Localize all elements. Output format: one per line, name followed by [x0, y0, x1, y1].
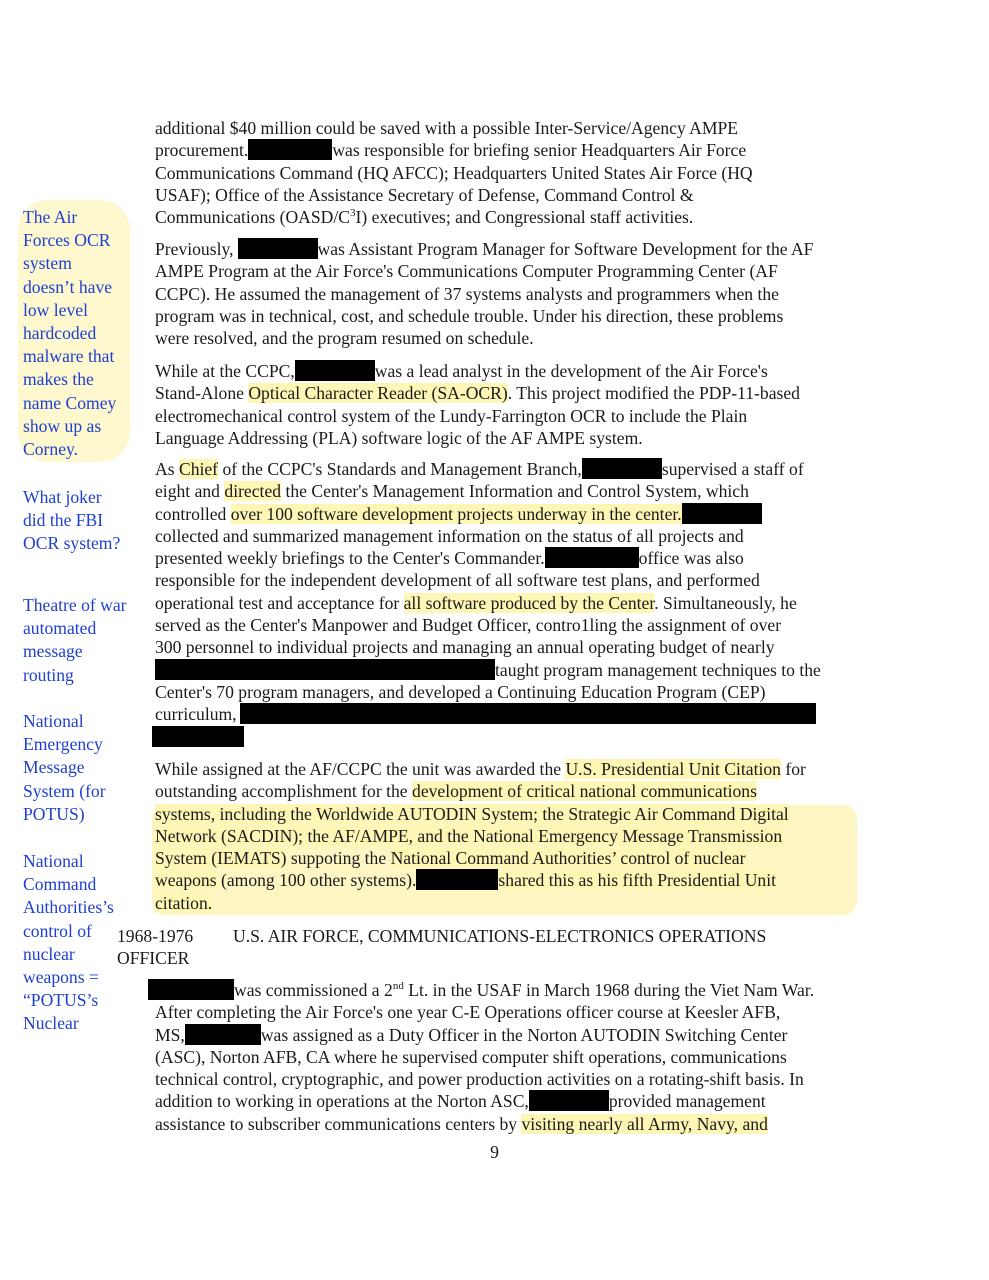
- note-line: hardcoded: [23, 323, 97, 344]
- margin-note-joker: [23, 486, 143, 556]
- text-fragment: outstanding accomplishment for the: [155, 781, 413, 802]
- text-fragment: was commissioned a 2: [234, 980, 393, 1000]
- note-line: control of: [23, 920, 92, 941]
- highlight: all software produced by the Center: [403, 592, 655, 613]
- text-fragment: operational test and acceptance for: [155, 592, 404, 613]
- note-line: Nuclear: [23, 1013, 79, 1034]
- note-line: National: [23, 851, 84, 871]
- highlight: over 100 software development projects underway in the center.: [230, 503, 682, 524]
- margin-note-command: [23, 850, 143, 1036]
- note-line: Command: [23, 874, 97, 895]
- text-fragment: While assigned at the AF/CCPC the unit was awarded the: [155, 759, 566, 779]
- highlight: shared this as his fifth Presidential Unit: [498, 870, 776, 891]
- text-fragment: presented weekly briefings to the Center's Commander.: [155, 548, 545, 569]
- note-line: Theatre of war: [23, 595, 127, 615]
- text-fragment: . This project modified the PDP-11-based: [507, 383, 800, 404]
- text-fragment: MS,: [155, 1024, 185, 1045]
- margin-note-ocr: [23, 206, 143, 461]
- text-fragment: (among 100 other systems).: [216, 870, 417, 891]
- text-line: CCPC). He assumed the management of 37 systems analysts and programmers when the: [155, 283, 779, 304]
- text-line: electromechanical control system of the Lundy-Farrington OCR to include the Plain: [155, 405, 748, 426]
- note-line: Emergency: [23, 734, 103, 755]
- text-line: Communications Command (HQ AFCC); Headquarters United States Air Force (HQ: [155, 162, 753, 183]
- text-line: additional $40 million could be saved with a possible Inter-Service/Agency AMPE: [155, 118, 739, 138]
- note-line: System (for: [23, 780, 106, 801]
- text-line: served as the Center's Manpower and Budget Officer, contro1ling the assignment of over: [155, 615, 782, 636]
- highlight: U.S. Presidential Unit Citation: [565, 759, 781, 779]
- text-fragment: Stand-Alone: [155, 383, 249, 404]
- superscript: nd: [392, 980, 404, 993]
- note-line: routing: [23, 664, 74, 685]
- text-fragment: I) executives; and Congressional staff activities.: [355, 207, 694, 228]
- text-fragment: supervised a staff of: [661, 459, 804, 479]
- text-line: Center's 70 program managers, and developed a Continuing Education Program (CEP): [155, 681, 766, 702]
- text-fragment: Lt. in the USAF in March 1968 during the Viet Nam War.: [403, 980, 815, 1000]
- note-line: What joker: [23, 487, 102, 507]
- redaction-bar: [238, 238, 318, 259]
- note-line: Message: [23, 757, 85, 778]
- note-line: “POTUS’s: [23, 990, 99, 1011]
- text-fragment: was assigned as a Duty Officer in the Norton AUTODIN Switching Center: [260, 1024, 788, 1045]
- text-fragment: While at the CCPC,: [155, 361, 295, 381]
- text-fragment: was Assistant Program Manager for Software Development for the AF: [317, 239, 814, 259]
- note-line: makes the: [23, 369, 94, 390]
- redaction-bar: [545, 547, 639, 568]
- note-line: Corney.: [23, 439, 79, 460]
- text-line: 300 personnel to individual projects and managing an annual operating budget of nearly: [155, 637, 775, 658]
- paragraph-ccpc: [155, 360, 885, 449]
- highlight: System (IEMATS): [155, 848, 287, 869]
- page-number: 9: [490, 1142, 499, 1162]
- note-line: OCR system?: [23, 533, 121, 554]
- margin-note-emergency: [23, 710, 143, 826]
- paragraph-commissioned: [148, 979, 888, 1135]
- note-line: The Air: [23, 207, 78, 227]
- redaction-bar: [682, 503, 762, 524]
- text-fragment: provided management: [608, 1091, 766, 1112]
- note-line: system: [23, 253, 72, 274]
- section-title: U.S. AIR FORCE, COMMUNICATIONS-ELECTRONICS OPERATIONS: [233, 926, 767, 946]
- redaction-bar: [582, 458, 662, 479]
- text-line: Language Addressing (PLA) software logic of the AF AMPE system.: [155, 427, 643, 448]
- text-fragment: for: [780, 759, 806, 779]
- note-line: show up as: [23, 415, 102, 436]
- note-line: message: [23, 641, 83, 662]
- text-fragment: Previously,: [155, 239, 234, 259]
- text-fragment: As: [155, 459, 179, 479]
- text-line: collected and summarized management information on the status of all projects and: [155, 525, 744, 546]
- note-line: weapons =: [23, 967, 99, 988]
- highlight: Chief: [178, 459, 219, 479]
- redaction-bar: [416, 869, 498, 890]
- text-line: AMPE Program at the Air Force's Communications Computer Programming Center (AF: [155, 261, 778, 282]
- text-fragment: curriculum,: [155, 704, 237, 725]
- text-fragment: controlled: [155, 503, 231, 524]
- text-line: USAF); Office of the Assistance Secretary of Defense, Command Control &: [155, 184, 694, 205]
- note-line: name Comey: [23, 392, 117, 413]
- text-fragment: office was also: [638, 548, 744, 569]
- paragraph-chief: [155, 458, 885, 748]
- redaction-bar: [240, 703, 816, 724]
- paragraph-previously: [155, 238, 885, 349]
- highlight: National Command Authorities’ control of nuclear: [390, 848, 746, 869]
- paragraph-procurement: [155, 117, 885, 228]
- text-line: After completing the Air Force's one year C-E Operations officer course at Keesler AFB,: [155, 1002, 781, 1023]
- highlight: visiting nearly all Army, Navy, and: [521, 1113, 768, 1134]
- highlight: Network (SACDIN); the AF/AMPE, and the National Emergency Message Transmission: [155, 825, 783, 846]
- text-line: (ASC), Norton AFB, CA where he supervised computer shift operations, communications: [155, 1046, 787, 1067]
- redaction-bar: [152, 726, 244, 747]
- text-fragment: taught program management techniques to the: [495, 659, 821, 680]
- redaction-bar: [248, 139, 332, 160]
- note-line: low level: [23, 299, 88, 320]
- paragraph-citation: [155, 758, 885, 914]
- redaction-bar: [529, 1090, 609, 1111]
- text-fragment: addition to working in operations at the Norton ASC,: [155, 1091, 529, 1112]
- redaction-bar: [148, 979, 234, 1000]
- text-line: technical control, cryptographic, and power production activities on a rotating-shift basis. In: [155, 1069, 804, 1090]
- note-line: Forces OCR: [23, 230, 111, 251]
- redaction-bar: [295, 360, 375, 381]
- text-fragment: the Center's Management Information and Control System, which: [281, 481, 749, 502]
- note-line: National: [23, 711, 84, 731]
- text-fragment: assistance to subscriber communications centers by: [155, 1113, 522, 1134]
- note-line: malware that: [23, 346, 115, 367]
- section-years: 1968-1976: [117, 926, 194, 946]
- text-fragment: Communications (OASD/C: [155, 207, 351, 228]
- note-line: POTUS): [23, 803, 85, 824]
- text-line: program was in technical, cost, and schedule trouble. Under his direction, these problems: [155, 305, 784, 326]
- text-line: responsible for the independent development of all software test plans, and performed: [155, 570, 760, 591]
- text-line: were resolved, and the program resumed on schedule.: [155, 328, 534, 349]
- redaction-bar: [155, 659, 495, 680]
- highlight: Optical Character Reader (SA-OCR): [248, 383, 508, 404]
- text-fragment: procurement.: [155, 140, 249, 161]
- note-line: Authorities’s: [23, 897, 114, 918]
- note-line: did the FBI: [23, 510, 104, 531]
- text-fragment: eight and: [155, 481, 225, 502]
- note-line: automated: [23, 618, 97, 639]
- text-fragment: was responsible for briefing senior Headquarters Air Force: [332, 140, 747, 161]
- section-title-continued: OFFICER: [117, 948, 190, 968]
- text-fragment: suppoting the: [286, 848, 391, 869]
- text-fragment: of the CCPC's Standards and Management Branch,: [218, 459, 582, 479]
- note-line: doesn’t have: [23, 276, 113, 297]
- highlight: directed: [224, 481, 282, 502]
- margin-note-theatre: [23, 594, 143, 687]
- text-fragment: was a lead analyst in the development of the Air Force's: [374, 361, 768, 381]
- superscript: 3: [350, 207, 356, 220]
- note-line: nuclear: [23, 943, 75, 964]
- highlight: development of critical national communications: [412, 781, 757, 802]
- highlight: systems, including the Worldwide AUTODIN System; the Strategic Air Command Digital: [155, 803, 789, 824]
- highlight: citation.: [155, 892, 213, 913]
- text-fragment: . Simultaneously, he: [654, 592, 797, 613]
- highlight: weapons: [155, 870, 217, 891]
- redaction-bar: [185, 1024, 261, 1045]
